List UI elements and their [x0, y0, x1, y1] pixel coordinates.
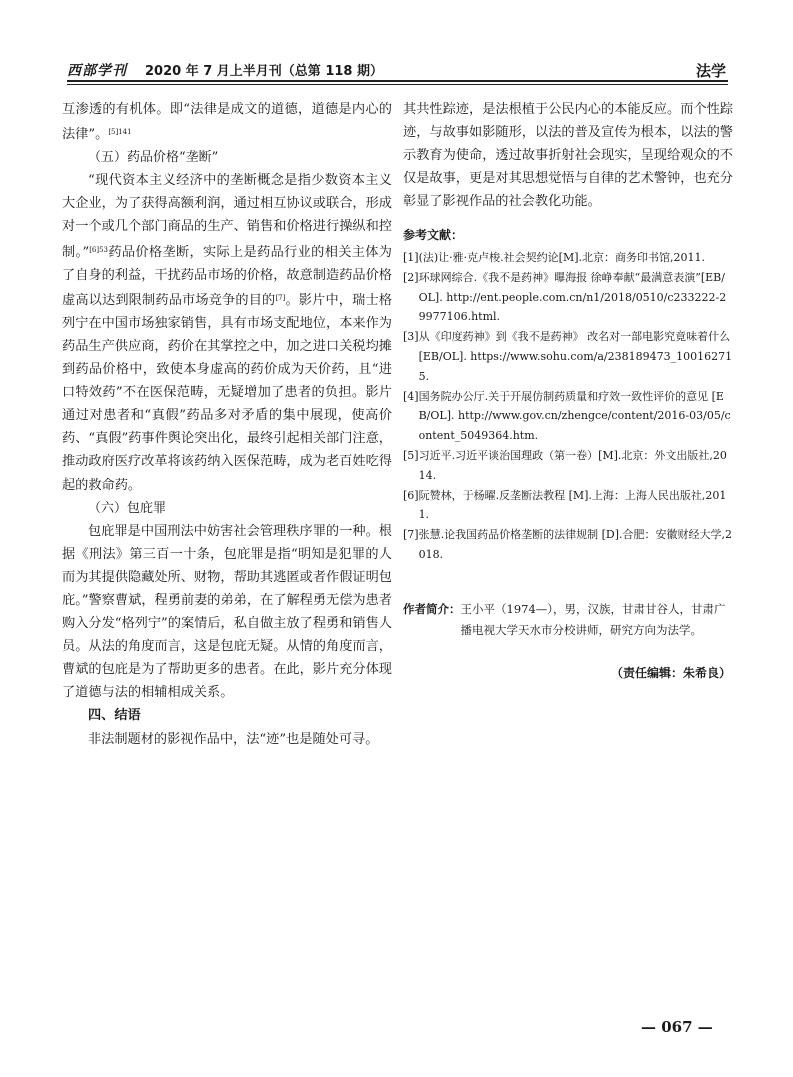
- page-header: [67, 58, 726, 80]
- journal-logo: 西部学刊: [67, 63, 127, 79]
- references-list: [403, 248, 733, 565]
- citation: [5]141: [108, 128, 132, 137]
- right-column: [403, 98, 733, 680]
- header-rule-thin: [67, 84, 728, 85]
- issue-info: 2020 年 7 月上半月刊（总第 118 期）: [145, 64, 383, 79]
- subsection-heading: （六）包庇罪: [88, 500, 167, 516]
- citation: [7]: [275, 293, 286, 302]
- paragraph: 包庇罪是中国刑法中妨害社会管理秩序罪的一种。根据《刑法》第三百一十条，包庇罪是指“明知是犯罪的人而为其提供隐藏处所、财物，帮助其逃匿或者作假证明包庇。”警察曹斌，程勇前妻的弟弟，在了解程勇无偿为患者购入分发“格列宁”的案情后，私自做主放了程勇和销售人员。从法的角度而言，这是包庇无疑。从情的角度而言，曹斌的包庇是为了帮助更多的患者。在此，影片充分体现了道德与法的相辅相成关系。: [62, 523, 392, 701]
- author-bio: [403, 599, 733, 641]
- left-column: [62, 98, 392, 751]
- reference-item: [6] 阮赞林，于杨曜.反垄断法教程 [M].上海：上海人民出版社,2011.: [403, 488, 727, 522]
- paragraph: 其共性踪迹，是法根植于公民内心的本能反应。而个性踪迹，与故事如影随形，以法的普及宣传为根本，以法的警示教育为使命，透过故事折射社会现实，呈现给观众的不仅是故事，更是对其思想觉悟与自律的艺术警钟，也充分彰显了影视作品的社会教化功能。: [403, 102, 733, 210]
- author-text: 王小平（1974—），男，汉族，甘肃甘谷人，甘肃广播电视大学天水市分校讲师，研究方向为法学。: [460, 602, 726, 637]
- page-number: — 067 —: [641, 1018, 713, 1036]
- subsection-heading: （五）药品价格“垄断”: [88, 150, 219, 166]
- reference-item: [3] 从《印度药神》到《我不是药神》 改名对一部电影究竟味着什么 [EB/OL]. https://www.sohu.com/a/238189473_100162715.: [403, 330, 733, 383]
- reference-item: [2] 环球网综合.《我不是药神》曝海报 徐峥奉献“最满意表演”[EB/OL]. http://ent.people.com.cn/n1/2018/0510/c233222-29977106.html.: [403, 270, 727, 324]
- paragraph: 非法制题材的影视作品中，法“迹”也是随处可寻。: [88, 731, 379, 747]
- reference-item: [1] (法)让·雅·克卢梭.社会契约论[M].北京：商务印书馆,2011.: [403, 251, 705, 264]
- reference-item: [4] 国务院办公厅.关于开展仿制药质量和疗效一致性评价的意见 [EB/OL]. http://www.gov.cn/zhengce/content/2016-03/05/content_5049364.htm.: [403, 389, 731, 443]
- editor-credit: （责任编辑：朱希良）: [610, 666, 731, 680]
- section-heading: 四、结语: [88, 708, 141, 724]
- author-label: 作者简介：: [403, 602, 461, 616]
- section-label: 法学: [695, 62, 726, 80]
- reference-item: [7] 张慧.论我国药品价格垄断的法律规制 [D].合肥：安徽财经大学,2018.: [403, 528, 732, 561]
- references-title: 参考文献：: [403, 228, 464, 242]
- header-rule-thick: [67, 80, 728, 82]
- paragraph: “现代资本主义经济中的垄断概念是指少数资本主义大企业，为了获得高额利润，通过相互协议或联合，形成对一个或几个部门商品的生产、销售和价格进行操纵和控制。”$^{[6]53}$药品价格垄断，实际上是药品行业的相关主体为了自身的利益，干扰药品市场的价格，故意制造药品价格虚高以达到限制药品市场竞争的目的[7]。影片中，瑞士格列宁在中国市场独家销售，具有市场支配地位，本来作为药品生产供应商，药价在其掌控之中，加之进口关税均摊到药品价格中，致使本身虚高的药价成为天价药，且“进口特效药”不在医保范畴，无疑增加了患者的负担。影片通过对患者和“真假”药品多对矛盾的集中展现，使高价药、“真假”药事件舆论突出化，最终引起相关部门注意，推动政府医疗改革将该药纳入医保范畴，成为老百姓吃得起的救命药。: [62, 173, 393, 493]
- paragraph: 互渗透的有机体。即“法律是成文的道德，道德是内心的法律”。$^{[5]141}$: [62, 102, 392, 143]
- citation: [6]53: [89, 245, 109, 254]
- reference-item: [5] 习近平.习近平谈治国理政（第一卷）[M].北京：外文出版社,2014.: [403, 448, 727, 482]
